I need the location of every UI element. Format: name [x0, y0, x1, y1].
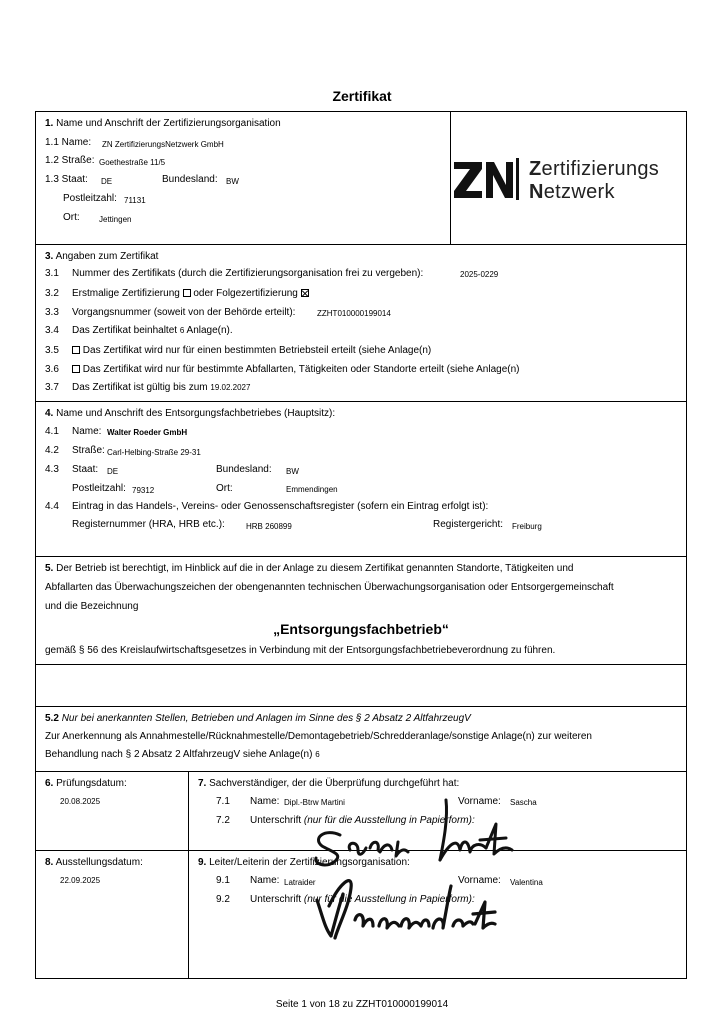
section-heading: Name und Anschrift des Entsorgungsfachbetriebes (Hauptsitz):	[56, 408, 336, 419]
company-street-label: Straße:	[72, 445, 105, 456]
item-number: 3.2	[45, 288, 59, 299]
valid-until-label: Das Zertifikat ist gültig bis zum	[72, 382, 208, 393]
head-name-label: Name:	[250, 875, 280, 886]
inspection-date-label: Prüfungsdatum:	[56, 778, 127, 789]
divider	[35, 401, 687, 402]
issue-date-label: Ausstellungsdatum:	[55, 857, 143, 868]
cert-number-label: Nummer des Zertifikats (durch die Zertifizierungsorganisation frei zu vergeben):	[72, 268, 424, 279]
org-street: Goethestraße 11/5	[99, 158, 166, 167]
head-last-name: Latraider	[284, 878, 316, 887]
divider	[35, 771, 687, 772]
head-first-label: Vorname:	[458, 875, 501, 886]
section-number: 3.	[45, 251, 54, 262]
company-state-label: Staat:	[72, 464, 99, 475]
org-state-label: 1.3 Staat:	[45, 174, 88, 185]
section-number: 1.	[45, 118, 54, 129]
company-name: Walter Roeder GmbH	[107, 428, 188, 437]
designation-title: „Entsorgungsfachbetrieb“	[273, 621, 449, 637]
item-number: 3.7	[45, 382, 59, 393]
org-city-label: Ort:	[63, 212, 80, 223]
process-number-label: Vorgangsnummer (soweit von der Behörde erteilt):	[72, 307, 296, 318]
company-land-label: Bundesland:	[216, 464, 272, 475]
section-number: 6.	[45, 778, 54, 789]
item-number: 4.1	[45, 426, 59, 437]
section-heading: Nur bei anerkannten Stellen, Betrieben und Anlagen im Sinne des § 2 Absatz 2 AltfahrzeugV	[61, 713, 471, 724]
section-number: 7.	[198, 778, 207, 789]
waste-types-checkbox	[72, 365, 80, 373]
follow-cert-label: oder Folgezertifizierung	[193, 288, 298, 299]
page-footer: Seite 1 von 18 zu ZZHT010000199014	[275, 999, 449, 1010]
item-number: 9.1	[216, 875, 230, 886]
zn-logo-mark	[452, 158, 522, 200]
item-number: 4.2	[45, 445, 59, 456]
branch-label: Das Zertifikat wird nur für einen bestimmten Betriebsteil erteilt (siehe Anlage(n)	[82, 345, 432, 356]
logo-word: ertifizierungs	[541, 158, 660, 180]
org-zip: 71131	[124, 196, 146, 205]
item-number: 7.2	[216, 815, 230, 826]
register-court: Freiburg	[512, 522, 542, 531]
register-number: HRB 260899	[246, 522, 292, 531]
authorization-text: gemäß § 56 des Kreislaufwirtschaftsgesetzes in Verbindung mit der Entsorgungsfachbetriebeverordnung zu führen.	[45, 645, 556, 656]
company-zip: 79312	[132, 486, 155, 495]
section-heading: Angaben zum Zertifikat	[55, 251, 159, 262]
item-number: 3.1	[45, 268, 59, 279]
register-entry-label: Eintrag in das Handels-, Vereins- oder Genossenschaftsregister (sofern ein Eintrag erfolgt ist):	[72, 501, 489, 512]
expert-first-name: Sascha	[510, 798, 537, 807]
org-street-label: 1.2 Straße:	[45, 155, 95, 166]
divider	[188, 771, 189, 979]
signature-note: (nur für die Ausstellung in Papierform):	[303, 894, 475, 905]
expert-signature-image	[300, 790, 530, 870]
issue-date: 22.09.2025	[60, 876, 101, 885]
expert-last-name: Dipl.-Btrw Martini	[284, 798, 345, 807]
register-court-label: Registergericht:	[433, 519, 504, 530]
org-name: ZN ZertifizierungsNetzwerk GmbH	[102, 140, 224, 149]
divider	[35, 244, 687, 245]
divider	[450, 111, 451, 244]
expert-label: Sachverständiger, der die Überprüfung durchgeführt hat:	[209, 778, 460, 789]
item-number: 4.3	[45, 464, 59, 475]
item-number: 3.4	[45, 325, 59, 336]
follow-cert-checkbox-checked	[301, 289, 309, 297]
org-name-label: 1.1 Name:	[45, 137, 92, 148]
vehicle-text: Zur Anerkennung als Annahmestelle/Rücknahmestelle/Demontagebetrieb/Schredderanlage/sonstige Anlage(n) zur weiteren	[45, 731, 592, 742]
org-land-label: Bundesland:	[162, 174, 218, 185]
section-number: 4.	[45, 408, 54, 419]
head-label: Leiter/Leiterin der Zertifizierungsorganisation:	[209, 857, 410, 868]
section-number: 5.	[45, 563, 54, 574]
first-cert-checkbox	[183, 289, 191, 297]
item-number: 3.5	[45, 345, 59, 356]
item-number: 3.6	[45, 364, 59, 375]
vehicle-attachments-count: 6	[315, 750, 320, 759]
company-street: Carl-Helbing-Straße 29-31	[107, 448, 201, 457]
company-state: DE	[107, 467, 119, 476]
head-signature-image	[305, 866, 505, 946]
org-city: Jettingen	[99, 215, 132, 224]
org-land: BW	[226, 177, 239, 186]
head-first-name: Valentina	[510, 878, 543, 887]
authorization-text: Der Betrieb ist berechtigt, im Hinblick auf die in der Anlage zu diesem Zertifikat genannten Standorte, Tätigkeiten und	[56, 563, 574, 574]
divider	[35, 556, 687, 557]
vehicle-text: Behandlung nach § 2 Absatz 2 AltfahrzeugV siehe Anlage(n)	[45, 749, 313, 760]
company-land: BW	[286, 467, 299, 476]
logo-word: etzwerk	[543, 181, 615, 203]
expert-signature-label: Unterschrift	[250, 815, 302, 826]
valid-until-date: 19.02.2027	[210, 383, 251, 392]
org-zip-label: Postleitzahl:	[63, 193, 117, 204]
head-signature-label: Unterschrift	[250, 894, 302, 905]
company-city: Emmendingen	[286, 485, 338, 494]
divider	[35, 664, 687, 665]
divider	[35, 706, 687, 707]
logo-initial: N	[529, 181, 544, 203]
section-number: 5.2	[45, 713, 59, 724]
section-number: 9.	[198, 857, 207, 868]
process-number: ZZHT010000199014	[317, 309, 391, 318]
authorization-text: Abfallarten das Überwachungszeichen der obengenannten technischen Überwachungsorganisation oder Entsorgergemeinschaft	[45, 582, 614, 593]
item-number: 7.1	[216, 796, 230, 807]
attachments-count: 6	[179, 326, 185, 335]
section-number: 8.	[45, 857, 54, 868]
attachments-suffix: Anlage(n).	[186, 325, 233, 336]
section-heading: Name und Anschrift der Zertifizierungsorganisation	[56, 118, 281, 129]
logo-initial: Z	[529, 158, 542, 180]
item-number: 4.4	[45, 501, 59, 512]
waste-types-label: Das Zertifikat wird nur für bestimmte Abfallarten, Tätigkeiten oder Standorte erteilt (siehe Anlage(n)	[82, 364, 520, 375]
expert-first-label: Vorname:	[458, 796, 501, 807]
item-number: 3.3	[45, 307, 59, 318]
authorization-text: und die Bezeichnung	[45, 601, 139, 612]
item-number: 9.2	[216, 894, 230, 905]
org-state: DE	[101, 177, 113, 186]
document-title: Zertifikat	[332, 88, 392, 104]
cert-number: 2025-0229	[460, 270, 499, 279]
expert-name-label: Name:	[250, 796, 280, 807]
branch-checkbox	[72, 346, 80, 354]
attachments-label: Das Zertifikat beinhaltet	[72, 325, 178, 336]
signature-note: (nur für die Ausstellung in Papierform):	[303, 815, 475, 826]
first-cert-label: Erstmalige Zertifizierung	[72, 288, 180, 299]
company-city-label: Ort:	[216, 483, 233, 494]
inspection-date: 20.08.2025	[60, 797, 101, 806]
company-zip-label: Postleitzahl:	[72, 483, 126, 494]
company-name-label: Name:	[72, 426, 102, 437]
register-number-label: Registernummer (HRA, HRB etc.):	[72, 519, 225, 530]
